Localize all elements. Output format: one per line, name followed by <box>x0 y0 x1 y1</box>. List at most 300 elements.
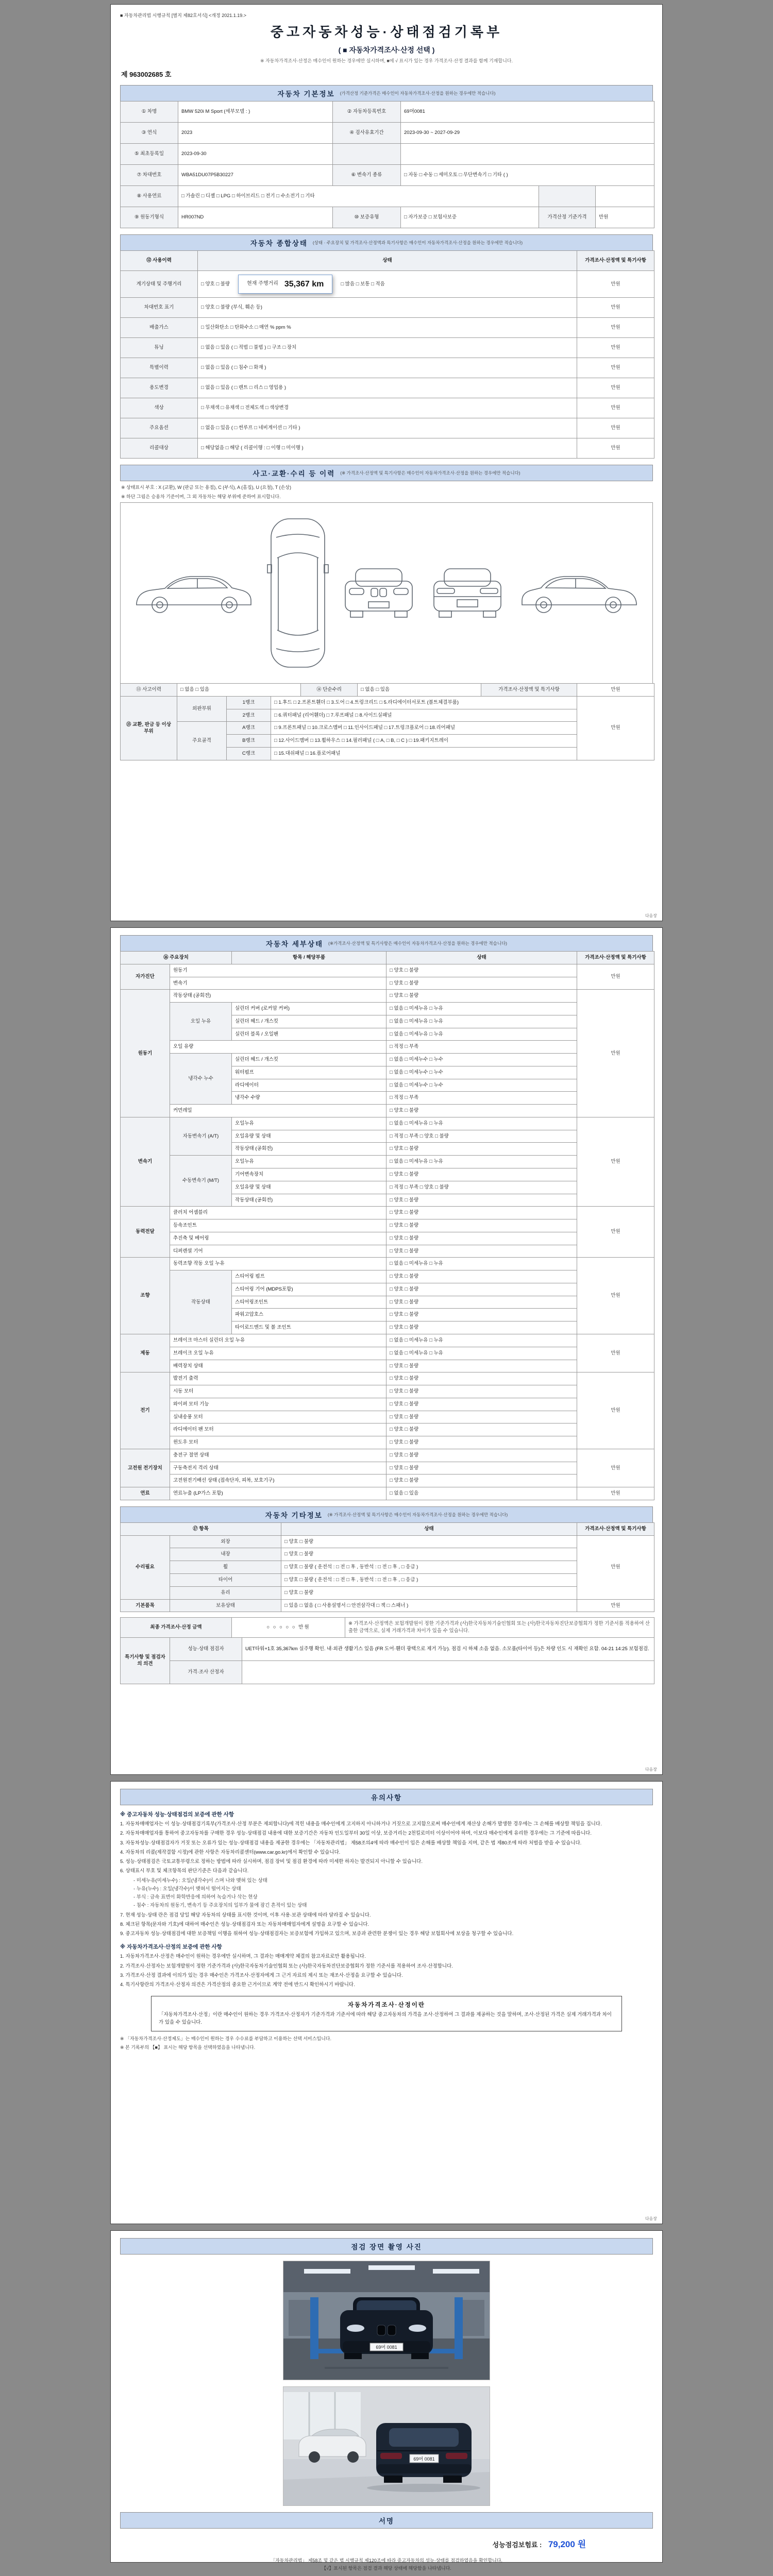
state-options: □ 양호 □ 불량 <box>386 1219 577 1232</box>
page-3 <box>110 1781 663 2224</box>
accident-history-row <box>120 683 654 697</box>
part-name: 발전기 출력 <box>170 1372 386 1385</box>
exchange-row <box>121 696 654 709</box>
part-name: 작동상태 (공회전) <box>170 990 386 1003</box>
definition-box-title: 자동차가격조사·산정이란 <box>347 2002 426 2009</box>
notices-subtitle: ※ 중고자동차 성능·상태점검의 보증에 관한 사항 <box>120 1811 234 1818</box>
price-cell: 만원 <box>577 696 654 760</box>
etc-group: 수리필요 <box>121 1535 170 1599</box>
state-options: □ 양호 □ 불량 <box>386 1270 577 1283</box>
page-2 <box>110 927 663 1775</box>
part-name: 오일누유 <box>232 1156 386 1168</box>
state-options: □ 적정 □ 부족 □ 양호 □ 불량 <box>386 1130 577 1143</box>
detail-row <box>121 1054 654 1066</box>
price-cell: 만원 <box>577 1334 654 1372</box>
checkbox-options: □ 일산화탄소 □ 탄화수소 □ 매연 % ppm % <box>201 325 291 331</box>
device-group: 조향 <box>121 1258 170 1334</box>
price-cell: 만원 <box>577 438 654 459</box>
notice-item: - 누유(누수) : 오일(냉각수)이 맺혀서 떨어지는 상태 <box>133 1886 241 1892</box>
state-options: □ 양호 □ 불량 <box>281 1535 577 1548</box>
part-name: 윈도우 모터 <box>170 1436 386 1449</box>
field-label: ⑥ 변속기 종류 <box>333 165 401 186</box>
section-sign-title: 서명 <box>378 2517 395 2525</box>
field-value: WBA51DU07P5B30227 <box>178 165 333 186</box>
column-header: 상태 <box>386 952 577 964</box>
comp-header-row <box>121 251 654 271</box>
state-options: □ 적정 □ 부족 □ 양호 □ 불량 <box>386 1181 577 1194</box>
rank-label: A랭크 <box>227 722 271 735</box>
part-name: 연료누출 (LP가스 포함) <box>170 1487 386 1500</box>
price-cell: 만원 <box>577 684 654 697</box>
column-header: ⑫ 사용이력 <box>121 251 198 271</box>
notice-item: - 부식 : 금속 표면이 화학반응에 의하여 녹슬거나 삭는 현상 <box>133 1894 258 1900</box>
part-name: 실린더 블록 / 오일팬 <box>232 1028 386 1041</box>
sign-statement: 【√】표시된 항목은 점검 결과 해당 상태에 해당함을 나타냅니다. <box>322 2566 451 2571</box>
state-options: □ 없음 □ 미세누유 □ 누유 <box>386 1347 577 1360</box>
checkbox-options: □ 없음 □ 있음 ( □ 썬루프 □ 네비게이션 □ 기타 ) <box>201 425 300 431</box>
state-options: □ 양호 □ 불량 <box>281 1548 577 1561</box>
section-detail-header <box>120 935 653 952</box>
final-price-value: ○ ○ ○ ○ ○ 만원 <box>232 1618 345 1638</box>
column-header: 가격조사·산정액 및 특기사항 <box>577 251 654 271</box>
state-options: □ 양호 □ 불량 <box>281 1586 577 1599</box>
car-diagram-top <box>267 516 329 670</box>
sub-group: 자동변속기 (A/T) <box>170 1117 232 1155</box>
detail-header-row <box>121 952 654 964</box>
notice-item: 7. 현재 성능·상태 란은 점검 당일 해당 자동차의 상태를 표시한 것이며, 이후 사용·보관 상태에 따라 달라질 수 있습니다. <box>120 1912 371 1918</box>
state-options: □ 없음 □ 미세누유 □ 누유 <box>386 1003 577 1015</box>
field-value: 69머0081 <box>401 101 654 123</box>
part-name: 냉각수 수량 <box>232 1092 386 1105</box>
part-name: 변속기 <box>170 977 386 990</box>
part-name: 기어변속장치 <box>232 1168 386 1181</box>
comp-row <box>121 298 654 318</box>
history-item-label: 용도변경 <box>121 378 198 398</box>
state-options: □ 없음 □ 미세누유 □ 누유 <box>386 1334 577 1347</box>
detail-row <box>121 1041 654 1054</box>
price-cell: 만원 <box>577 1487 654 1500</box>
rank-label: C랭크 <box>227 748 271 760</box>
form-reference: ■ 자동차관리법 시행규칙 [별지 제82호서식] <개정 2021.1.19.> <box>120 13 246 18</box>
state-options: □ 양호 □ 불량 <box>386 1321 577 1334</box>
part-name: 스티어링 펌프 <box>232 1270 386 1283</box>
accident-options: □ 없음 □ 있음 <box>177 684 301 697</box>
device-group: 고전원 전기장치 <box>121 1449 170 1487</box>
part-name: 브레이크 마스터 실린더 오일 누유 <box>170 1334 386 1347</box>
field-value: 2023-09-30 ~ 2027-09-29 <box>401 123 654 144</box>
section-accident-header <box>120 465 653 481</box>
part-name: 작동상태 (공회전) <box>232 1143 386 1156</box>
inspection-photo-rear <box>283 2386 490 2506</box>
car-diagram-side-right <box>518 565 642 621</box>
field-label <box>333 144 401 165</box>
etc-row <box>121 1586 654 1599</box>
price-cell: 만원 <box>577 418 654 438</box>
etc-item-label: 휠 <box>170 1561 281 1574</box>
detail-row <box>121 1449 654 1462</box>
part-name: 실린더 헤드 / 개스킷 <box>232 1054 386 1066</box>
price-cell: 만원 <box>577 1372 654 1449</box>
opinion-text: UET타워+1호 35,367km 실주행 확인. 내·외관 생활기스 있음 (FR 도어·휀더 광택으로 제거 가능). 점검 시 하체 소음 없음. 소모품(타이어 등)은 차량 인도 시 재확인 요함. 04-21 14:25 보험점검. <box>242 1637 654 1660</box>
notice-item: - 침수 : 자동차의 원동기, 변속기 등 주요장치의 일부가 물에 잠긴 흔적이 있는 상태 <box>133 1903 307 1909</box>
price-cell: 만원 <box>577 271 654 298</box>
field-label: ⑤ 최초등록일 <box>121 144 178 165</box>
notice-item: 4. 특기사항란의 가격조사·산정자 의견은 가격산정의 중요한 근거이므로 계약 전에 반드시 확인하시기 바랍니다. <box>120 1982 355 1988</box>
panel-group: 주요골격 <box>177 722 227 760</box>
detail-row <box>121 1258 654 1270</box>
etc-item-label: 보유상태 <box>170 1599 281 1612</box>
state-options: □ 양호 □ 불량 <box>386 1385 577 1398</box>
rank-label: 1랭크 <box>227 696 271 709</box>
insurance-fee-label: 성능점검보험료 : <box>492 2541 542 2549</box>
repair-label: ⑭ 단순수리 <box>301 684 358 697</box>
price-cell: 만원 <box>577 1449 654 1487</box>
notice-item: 1. 자동차가격조사·산정은 매수인이 원하는 경우에만 실시하며, 그 결과는 매매계약 체결의 참고자료로만 활용됩니다. <box>120 1954 366 1960</box>
device-group: 동력전달 <box>121 1207 170 1258</box>
column-header: 상태 <box>281 1522 577 1535</box>
state-options: □ 없음 □ 미세누유 □ 누유 <box>386 1028 577 1041</box>
damage-diagrams <box>120 502 653 684</box>
sub-group: 오일 누유 <box>170 1003 232 1041</box>
detail-row <box>121 1105 654 1117</box>
detail-row <box>121 1411 654 1423</box>
section-comp-note: (상태 · 주요장치 및 가격조사·산정액과 특기사항은 매수인이 자동차가격조사·산정을 원하는 경우에만 적습니다) <box>312 240 523 245</box>
state-options: □ 양호 □ 불량 <box>386 1372 577 1385</box>
state-options: □ 양호 □ 불량 <box>386 1309 577 1321</box>
price-cell: 만원 <box>577 398 654 418</box>
exchange-row <box>121 722 654 735</box>
state-options <box>198 438 577 459</box>
damage-diagram-note: ※ 하단 그림은 승용차 기준이며, 그 외 자동차는 해당 부위에 준하여 표시합니다. <box>121 494 281 500</box>
state-options <box>198 398 577 418</box>
basic-info-table <box>120 101 654 228</box>
inspection-photos <box>120 2261 653 2506</box>
notice-item: 4. 자동차의 리콜(제작결함 시정)에 관한 사항은 자동차리콜센터(www.car.go.kr)에서 확인할 수 있습니다. <box>120 1849 341 1855</box>
rank-label: 2랭크 <box>227 709 271 722</box>
opinion-row <box>121 1637 654 1660</box>
detail-row <box>121 1245 654 1258</box>
price-header: 가격조사·산정액 및 특기사항 <box>481 684 577 697</box>
etc-item-label: 유리 <box>170 1586 281 1599</box>
comp-row <box>121 418 654 438</box>
state-options: □ 양호 □ 불량 <box>386 1143 577 1156</box>
basic-info-row <box>121 207 654 228</box>
state-options: □ 양호 □ 불량 <box>386 1436 577 1449</box>
device-group: 제동 <box>121 1334 170 1372</box>
repair-options: □ 없음 □ 있음 <box>358 684 481 697</box>
part-name: 라디에이터 팬 모터 <box>170 1423 386 1436</box>
part-name: 추진축 및 베어링 <box>170 1232 386 1245</box>
field-label: ⑧ 사용연료 <box>121 186 178 207</box>
basic-info-row <box>121 186 654 207</box>
detail-row <box>121 964 654 977</box>
notice-item: 6. 상태표시 부호 및 체크항목의 판단기준은 다음과 같습니다. <box>120 1868 249 1874</box>
detail-row <box>121 1334 654 1347</box>
sign-statement-lines <box>120 2557 653 2573</box>
detail-row <box>121 1398 654 1411</box>
sub-group: 수동변속기 (M/T) <box>170 1156 232 1207</box>
comprehensive-state-table <box>120 250 654 459</box>
state-options: □ 없음 □ 미세누유 □ 누유 <box>386 1015 577 1028</box>
state-options <box>198 338 577 358</box>
checkbox-options: □ 없음 □ 있음 ( □ 침수 □ 화재 ) <box>201 365 266 371</box>
section-photos-title: 점검 장면 촬영 사진 <box>351 2243 422 2251</box>
panel-options: □ 15.대쉬패널 □ 16.플로어패널 <box>271 748 577 760</box>
final-price-note: ※ 가격조사·산정액은 보험개발원이 정한 기준가격과 (사)한국자동차기술인협회 또는 (사)한국자동차진단보증협회가 정한 기준서를 적용하여 산출한 금액으로, 실제 거래가격과 차이가 있을 수 있습니다. <box>345 1618 654 1638</box>
field-value <box>401 144 654 165</box>
part-name: 고전원전기배선 상태 (접속단자, 피복, 보호기구) <box>170 1475 386 1487</box>
part-name: 오일유량 및 상태 <box>232 1181 386 1194</box>
state-options: □ 양호 □ 불량 <box>386 1462 577 1475</box>
field-value: □ 가솔린 □ 디젤 □ LPG □ 하이브리드 □ 전기 □ 수소전기 □ 기타 <box>178 186 539 207</box>
comp-row <box>121 358 654 378</box>
part-name: 동력조향 작동 오일 누유 <box>170 1258 386 1270</box>
opinion-label: 특기사항 및 점검자의 의견 <box>121 1637 170 1684</box>
history-item-label: 튜닝 <box>121 338 198 358</box>
insurance-fee-row <box>120 2537 586 2550</box>
inspection-photo-front <box>283 2261 490 2380</box>
etc-row <box>121 1599 654 1612</box>
title-note: ※ 자동차가격조사·산정은 매수인이 원하는 경우에만 실시하며, ■에 √ 표시가 있는 경우 가격조사·산정 결과를 함께 기재합니다. <box>260 58 513 63</box>
state-options: □ 없음 □ 미세누수 □ 누수 <box>386 1054 577 1066</box>
odometer-callout <box>238 275 332 294</box>
part-name: 스티어링 기어 (MDPS포함) <box>232 1283 386 1296</box>
state-options: □ 양호 □ 불량 <box>386 1360 577 1372</box>
field-label <box>539 186 596 207</box>
comp-row <box>121 318 654 338</box>
section-comp-title: 자동차 종합상태 <box>250 240 308 247</box>
panel-options: □ 9.프론트패널 □ 10.크로스멤버 □ 11.인사이드패널 □ 17.트렁크플로어 □ 18.리어패널 <box>271 722 577 735</box>
comp-row <box>121 438 654 459</box>
state-options <box>198 318 577 338</box>
state-options: □ 양호 □ 불량 ( 운전석 : □ 전 □ 후 , 동반석 : □ 전 □ 후 , □ 응급 ) <box>281 1561 577 1574</box>
part-name: 디퍼렌셜 기어 <box>170 1245 386 1258</box>
device-group: 자가진단 <box>121 964 170 990</box>
panel-options: □ 12.사이드멤버 □ 13.휠하우스 □ 14.필러패널 ( □ A, □ B, □ C ) □ 19.패키지트레이 <box>271 735 577 748</box>
notices-body <box>120 1810 653 2052</box>
page-1 <box>110 4 663 921</box>
state-options: □ 없음 □ 미세누유 □ 누유 <box>386 1117 577 1130</box>
state-options <box>198 418 577 438</box>
part-name: 스티어링조인트 <box>232 1296 386 1309</box>
page-title: 중고자동차성능·상태점검기록부 <box>270 24 503 40</box>
detail-row <box>121 1219 654 1232</box>
state-options <box>198 298 577 318</box>
final-price-label: 최종 가격조사·산정 금액 <box>121 1618 232 1638</box>
etc-header-row <box>121 1522 654 1535</box>
state-options: □ 양호 □ 불량 <box>386 1283 577 1296</box>
basic-info-row <box>121 165 654 186</box>
history-item-label: 배출가스 <box>121 318 198 338</box>
history-item-label: 차대번호 표기 <box>121 298 198 318</box>
price-cell: 만원 <box>577 1258 654 1334</box>
comp-row <box>121 338 654 358</box>
section-notices-title: 유의사항 <box>371 1794 402 1802</box>
notices-subtitle: ※ 자동차가격조사·산정의 보증에 관한 사항 <box>120 1944 222 1951</box>
detail-row <box>121 1270 654 1283</box>
notice-item: 8. 체크된 항목(문자와 기호)에 대하여 매수인은 성능·상태점검자 또는 자동차매매업자에게 설명을 요구할 수 있습니다. <box>120 1921 369 1927</box>
car-diagram-front <box>340 565 417 621</box>
device-group: 변속기 <box>121 1117 170 1206</box>
definition-box-text: 「자동차가격조사·산정」이란 매수인이 원하는 경우 가격조사·산정자가 기준가격과 기준서에 따라 해당 중고자동차의 가격을 조사·산정하여 그 결과를 제공하는 것을 말하며, 조사·산정된 가격은 실제 거래가격과 차이가 있을 수 있습니다. <box>159 2012 612 2025</box>
part-name: 시동 모터 <box>170 1385 386 1398</box>
etc-item-label: 외장 <box>170 1535 281 1548</box>
section-accident-title: 사고·교환·수리 등 이력 <box>253 470 335 478</box>
state-options <box>198 378 577 398</box>
detail-row <box>121 990 654 1003</box>
page-4 <box>110 2230 663 2571</box>
sub-group: 냉각수 누수 <box>170 1054 232 1105</box>
part-name: 오일누유 <box>232 1117 386 1130</box>
state-options: □ 양호 □ 불량 <box>386 1207 577 1219</box>
part-name: 클러치 어셈블리 <box>170 1207 386 1219</box>
section-notices-header <box>120 1789 653 1805</box>
part-name: 오일 유량 <box>170 1041 386 1054</box>
history-item-label: 특별이력 <box>121 358 198 378</box>
column-header: ⑯ 주요장치 <box>121 952 232 964</box>
state-options: □ 없음 □ 미세누유 □ 누유 <box>386 1156 577 1168</box>
panel-options: □ 6.쿼터패널 (리어휀더) □ 7.루프패널 □ 8.사이드실패널 <box>271 709 577 722</box>
state-options: □ 양호 □ 불량 <box>386 977 577 990</box>
etc-item-label: 내장 <box>170 1548 281 1561</box>
part-name: 실린더 헤드 / 개스킷 <box>232 1015 386 1028</box>
notice-item: 9. 중고자동차 성능·상태점검에 대한 보증책임 이행을 위하여 성능·상태점검자는 보증보험에 가입하고 있으며, 보증과 관련한 분쟁이 있는 경우 해당 보험회사에 보상을 청구할 수 있습니다. <box>120 1931 514 1937</box>
state-options: □ 없음 □ 미세누수 □ 누수 <box>386 1079 577 1092</box>
insurance-fee-value: 79,200 원 <box>548 2539 586 2549</box>
detail-row <box>121 1156 654 1168</box>
field-label: 가격산정 기준가격 <box>539 207 596 228</box>
state-options: □ 없음 □ 있음 <box>386 1487 577 1500</box>
detail-row <box>121 1436 654 1449</box>
part-name: 충전구 절연 상태 <box>170 1449 386 1462</box>
field-label: ③ 연식 <box>121 123 178 144</box>
opinion-text <box>242 1660 654 1684</box>
checkbox-options: □ 많음 □ 보통 □ 적음 <box>341 281 385 287</box>
section-etc-header <box>120 1506 653 1523</box>
basic-info-row <box>121 123 654 144</box>
next-page-mark: 다음장 <box>645 913 657 918</box>
checkbox-options: □ 없음 □ 있음 ( □ 적법 □ 불법 ) □ 구조 □ 장치 <box>201 345 297 351</box>
field-value: □ 자동 □ 수동 □ 세미오토 □ 무단변속기 □ 기타 ( ) <box>401 165 654 186</box>
final-price-table <box>120 1617 654 1638</box>
detail-row <box>121 1487 654 1500</box>
part-name: 등속조인트 <box>170 1219 386 1232</box>
state-options: □ 양호 □ 불량 ( 운전석 : □ 전 □ 후 , 동반석 : □ 전 □ 후 , □ 응급 ) <box>281 1573 577 1586</box>
part-name: 워터펌프 <box>232 1066 386 1079</box>
state-options: □ 양호 □ 불량 <box>386 1232 577 1245</box>
state-options: □ 양호 □ 불량 <box>386 1194 577 1207</box>
state-options: □ 없음 □ 미세누수 □ 누수 <box>386 1066 577 1079</box>
basic-info-row <box>121 101 654 123</box>
rank-label: B랭크 <box>227 735 271 748</box>
field-value <box>596 186 654 207</box>
price-survey-definition-box <box>151 1996 622 2031</box>
section-basic-note: (가격산정 기준가격은 매수인이 자동차가격조사·산정을 원하는 경우에만 적습니다) <box>340 91 496 96</box>
comp-row <box>121 271 654 298</box>
opinion-author: 성능·상태 점검자 <box>170 1637 242 1660</box>
checkbox-options: □ 무채색 □ 유채색 □ 전체도색 □ 색상변경 <box>201 405 289 411</box>
section-sign-header <box>120 2512 653 2529</box>
detail-row <box>121 1207 654 1219</box>
part-name: 배력장치 상태 <box>170 1360 386 1372</box>
opinion-author: 가격·조사 산정자 <box>170 1660 242 1684</box>
state-options: □ 양호 □ 불량 <box>386 1398 577 1411</box>
device-group: 전기 <box>121 1372 170 1449</box>
section-etc-title: 자동차 기타정보 <box>265 1511 323 1519</box>
state-options: □ 양호 □ 불량 <box>386 1296 577 1309</box>
section-basic-title: 자동차 기본정보 <box>277 90 335 98</box>
part-name: 라디에이터 <box>232 1079 386 1092</box>
detail-state-table <box>120 951 654 1500</box>
section-detail-title: 자동차 세부상태 <box>265 940 324 948</box>
history-item-label: 주요옵션 <box>121 418 198 438</box>
part-name: 실내송풍 모터 <box>170 1411 386 1423</box>
accident-label: ⑬ 사고이력 <box>121 684 177 697</box>
field-label: ⑩ 보증유형 <box>333 207 401 228</box>
detail-row <box>121 1462 654 1475</box>
part-name: 브레이크 오일 누유 <box>170 1347 386 1360</box>
car-diagram-side-left <box>131 565 255 621</box>
section-etc-note: (※ 가격조사·산정액 및 특기사항은 매수인이 자동차가격조사·산정을 원하는 경우에만 적습니다) <box>327 1512 508 1517</box>
state-options: □ 양호 □ 불량 <box>386 1423 577 1436</box>
device-group: 연료 <box>121 1487 170 1500</box>
part-name: 실린더 커버 (로커암 커버) <box>232 1003 386 1015</box>
state-options <box>198 271 577 298</box>
field-value: 2023 <box>178 123 333 144</box>
accident-row <box>121 684 654 697</box>
field-label: ⑨ 원동기형식 <box>121 207 178 228</box>
part-name: 구동축전지 격리 상태 <box>170 1462 386 1475</box>
state-options: □ 양호 □ 불량 <box>386 964 577 977</box>
detail-row <box>121 1360 654 1372</box>
sub-group: 작동상태 <box>170 1270 232 1334</box>
state-options: □ 양호 □ 불량 <box>386 1475 577 1487</box>
part-name: 파워고압호스 <box>232 1309 386 1321</box>
exchange-panel-table <box>120 696 654 760</box>
state-options: □ 양호 □ 불량 <box>386 1105 577 1117</box>
document-number: 제 963002685 호 <box>121 71 172 78</box>
etc-row <box>121 1535 654 1548</box>
next-page-mark: 다음장 <box>645 2216 657 2221</box>
front-plate-text: 69머 0081 <box>376 2345 397 2350</box>
detail-row <box>121 1347 654 1360</box>
detail-row <box>121 1372 654 1385</box>
history-item-label: 리콜대상 <box>121 438 198 459</box>
sign-statement: 「자동차관리법」 제58조 및 같은 법 시행규칙 제120조에 따라 중고자동차의 성능·상태를 점검하였음을 확인합니다. <box>271 2558 502 2563</box>
state-options: □ 적정 □ 부족 <box>386 1092 577 1105</box>
history-item-label: 계기상태 및 주행거리 <box>121 271 198 298</box>
notice-item: - 미세누유(미세누수) : 오일(냉각수)이 스며 나와 맺혀 있는 상태 <box>133 1877 267 1884</box>
field-value: 2023-09-30 <box>178 144 333 165</box>
column-header: 가격조사·산정액 및 특기사항 <box>577 1522 654 1535</box>
price-cell: 만원 <box>577 358 654 378</box>
notice-item: 2. 자동차매매업자를 통하여 중고자동차를 구매한 경우 성능·상태점검 내용에 대한 보증기간은 자동차 인도일부터 30일 이상, 보증거리는 2천킬로미터 이상이어야 하며, 이보다 매수인에게 유리한 경우에는 그 기준에 따릅니다. <box>120 1831 592 1837</box>
part-name: 와이퍼 모터 기능 <box>170 1398 386 1411</box>
section-basic-header <box>120 85 653 101</box>
notice-tail-line: ※ 「자동차가격조사·산정제도」는 매수인이 원하는 경우 수수료를 부담하고 이용하는 선택 서비스입니다. <box>120 2036 331 2041</box>
next-page-mark: 다음장 <box>645 1767 657 1772</box>
etc-group: 기본품목 <box>121 1599 170 1612</box>
price-cell: 만원 <box>577 318 654 338</box>
checkbox-options: □ 양호 □ 불량 <box>201 281 230 287</box>
price-cell: 만원 <box>577 1599 654 1612</box>
price-cell: 만원 <box>577 1535 654 1599</box>
etc-row <box>121 1573 654 1586</box>
state-options: □ 없음 □ 미세누유 □ 누유 <box>386 1258 577 1270</box>
part-name: 커먼레일 <box>170 1105 386 1117</box>
etc-row <box>121 1548 654 1561</box>
panel-options: □ 1.후드 □ 2.프론트휀더 □ 3.도어 □ 4.트렁크리드 □ 5.라디에이터서포트 (볼트체결부품) <box>271 696 577 709</box>
